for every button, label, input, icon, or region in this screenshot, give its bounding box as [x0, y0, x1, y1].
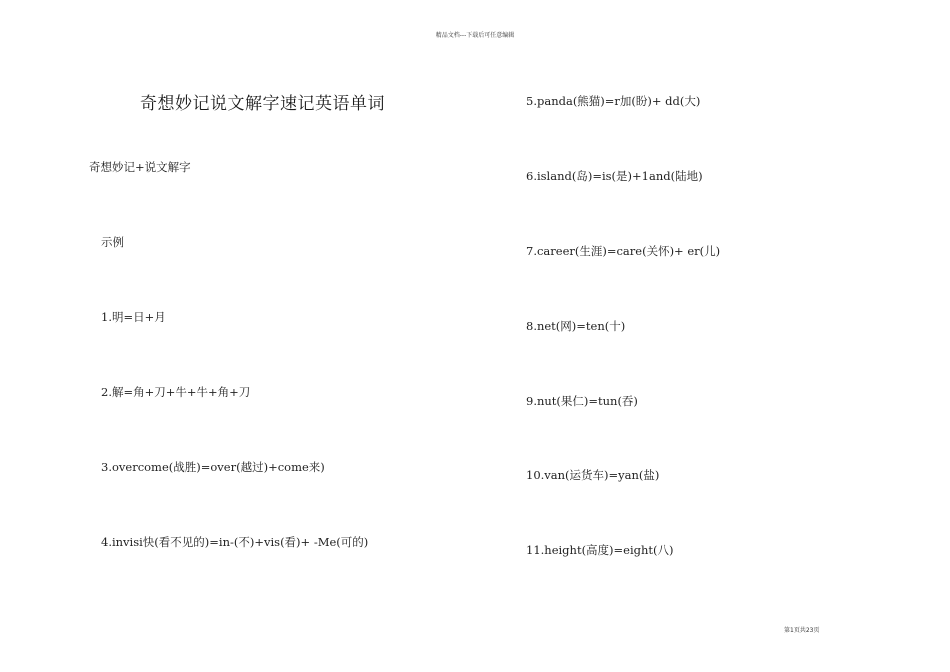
list-item: 4.invisi快(看不见的)=in-(不)+vis(看)+ -Me(可的): [101, 535, 369, 549]
list-item: 2.解=角+刀+牛+牛+角+刀: [101, 385, 251, 399]
list-item: 6.island(岛)=is(是)+1and(陆地): [526, 169, 703, 183]
list-item: 5.panda(熊猫)=r加(盼)+ dd(大): [526, 94, 701, 108]
list-item: 8.net(网)=ten(十): [526, 319, 626, 333]
page-number: 第1页共23页: [784, 627, 820, 634]
example-label: 示例: [101, 235, 124, 249]
header-note: 精品文档---下载后可任意编辑: [435, 32, 515, 39]
list-item: 3.overcome(战胜)=over(越过)+come来): [101, 460, 325, 474]
list-item: 7.career(生涯)=care(关怀)+ er(儿): [526, 244, 721, 258]
list-item: 10.van(运货车)=yan(盐): [526, 468, 660, 482]
list-item: 9.nut(果仁)=tun(吞): [526, 394, 638, 408]
document-title: 奇想妙记说文解字速记英语单词: [140, 94, 385, 114]
list-item: 11.height(高度)=eight(八): [526, 543, 674, 557]
section-heading: 奇想妙记+说文解字: [89, 160, 191, 174]
list-item: 1.明=日+月: [101, 310, 166, 324]
